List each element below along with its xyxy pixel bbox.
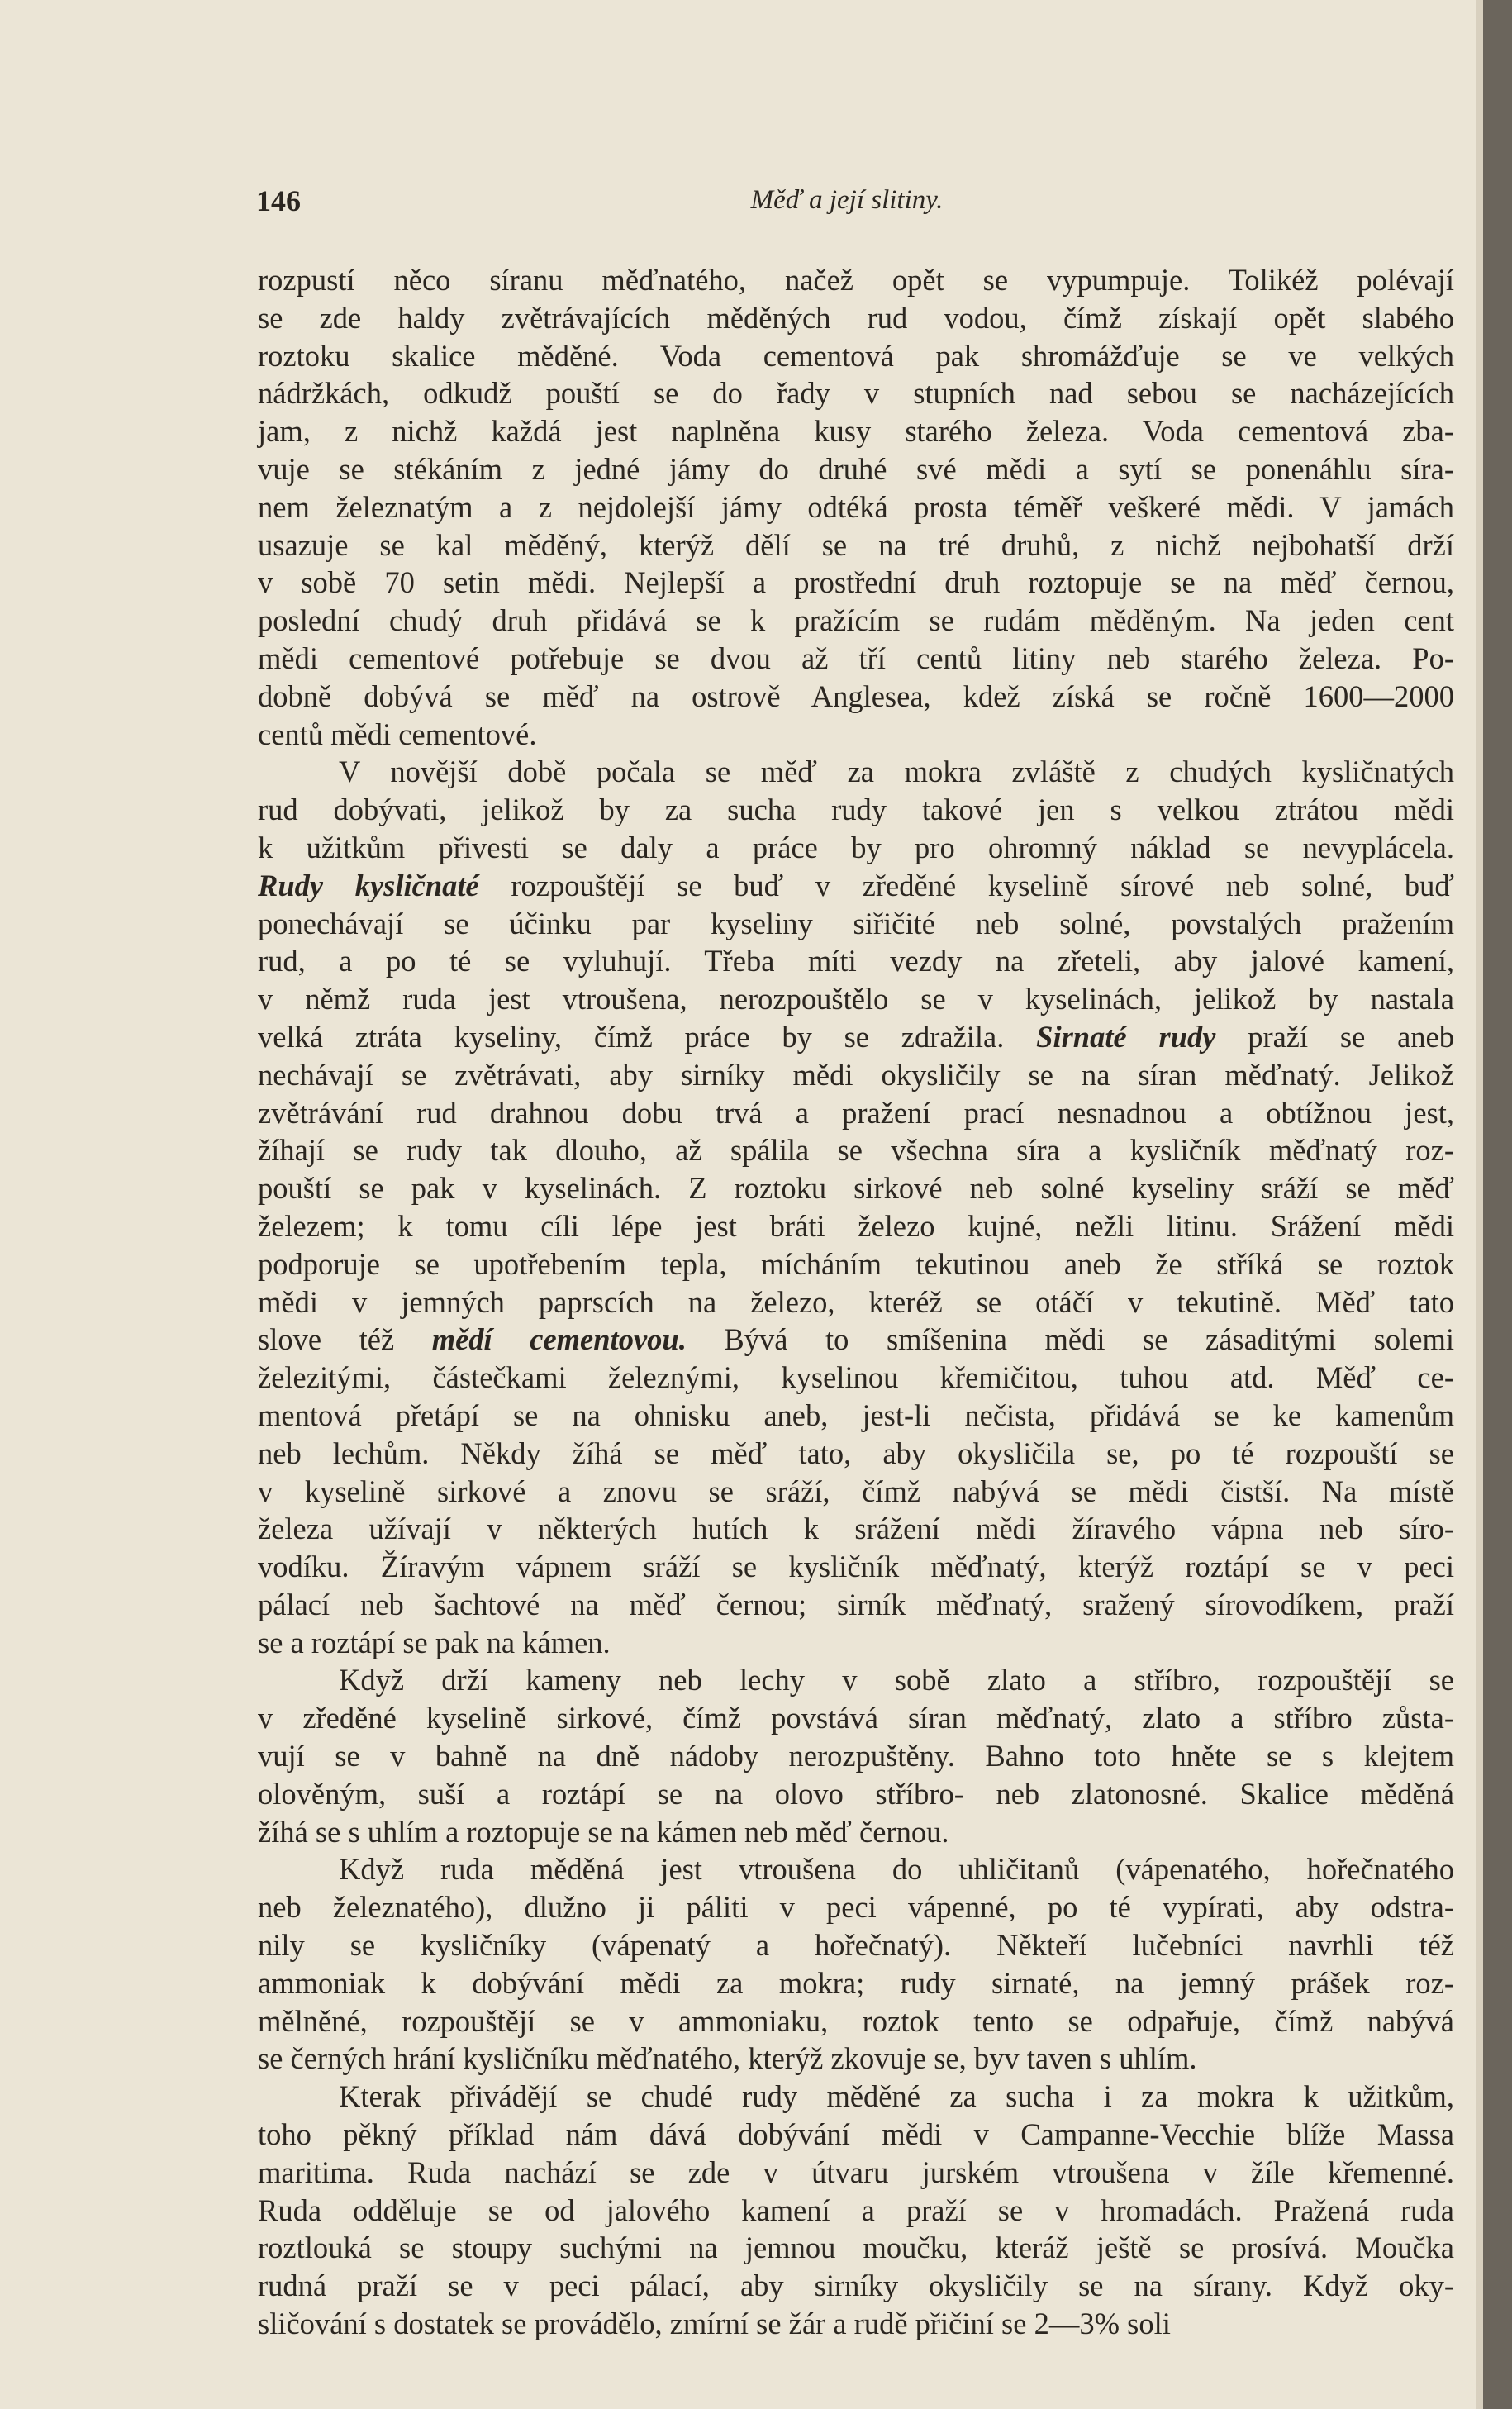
line-text: železa užívají v některých hutích k srážení mědi žíravého vápna neb síro- [258,1512,1454,1546]
line-text: roztoku skalice měděné. Voda cementová pak shromážďuje se ve velkých [258,338,1454,373]
text-line [258,1435,1454,1473]
text-line [258,1359,1454,1397]
text-line [258,1207,1454,1245]
line-text: pouští se pak v kyselinách. Z roztoku sirkové neb solné kyseliny sráží se měď [258,1171,1454,1206]
line-text: podporuje se upotřebením tepla, mícháním tekutinou aneb že stříká se roztok [258,1246,1454,1281]
line-text: jam, z nichž každá jest naplněna kusy starého železa. Voda cementová zba- [258,414,1454,449]
line-text: pálací neb šachtové na měď černou; sirník měďnatý, sražený sírovodíkem, praží [258,1587,1454,1621]
text-line [258,526,1454,564]
line-text: V novější době počala se měď za mokra zvláště z chudých kysličnatých [339,755,1454,789]
body-text [258,261,1454,2343]
text-line [258,1397,1454,1435]
line-text: usazuje se kal měděný, kterýž dělí se na tré druhů, z nichž nejbohatší drží [258,527,1454,562]
line-text: roztlouká se stoupy suchými na jemnou moučku, kteráž ještě se prosívá. Moučka [258,2230,1454,2265]
line-text: v zředěné kyselině sirkové, čímž povstává síran měďnatý, zlato a stříbro zůsta- [258,1701,1454,1735]
text-line [258,829,1454,867]
text-line [258,1850,1454,1888]
text-line [258,1131,1454,1169]
text-line [258,716,1454,754]
text-line [258,450,1454,488]
page-number: 146 [256,184,301,217]
text-line [258,374,1454,412]
text-line [258,337,1454,375]
line-text: Ruda odděluje se od jalového kamení a praží se v hromadách. Pražená ruda [258,2192,1454,2227]
text-line [258,2154,1454,2192]
line-text: sličování s dostatek se provádělo, zmírní se žár a rudě přičiní se 2—3% [258,2307,1120,2341]
line-text: zvětrávání rud drahnou dobu trvá a pražení prací nesnadnou a obtížnou jest, [258,1095,1454,1130]
line-text: mentová přetápí se na ohnisku aneb, jest-li nečista, přidává se ke kamenům [258,1397,1454,1432]
text-line [258,1321,1454,1359]
text-line [258,1888,1454,1926]
text-line [258,905,1454,943]
line-text: soli [1119,2307,1171,2341]
line-text: Kterak přivádějí se chudé rudy měděné za sucha i za mokra k užitkům, [339,2079,1454,2114]
line-text: rud, a po té se vyluhují. Třeba míti vezdy na zřeteli, aby jalové kamení, [258,944,1454,978]
line-text: slove též [258,1322,432,1357]
line-text: železem; k tomu cíli lépe jest bráti železo kujné, nežli litinu. Srážení mědi [258,1208,1454,1243]
binding-edge [1483,0,1512,2409]
text-line [258,1094,1454,1132]
text-line [258,791,1454,829]
line-text: rudná praží se v peci pálací, aby sirníky okysličily se na sírany. Když oky- [258,2269,1454,2303]
line-text: mědi cementové potřebuje se dvou až tří centů litiny neb starého železa. Po- [258,640,1454,675]
line-text: v němž ruda jest vtroušena, nerozpouštělo se v kyselinách, jelikož by nastala [258,982,1454,1016]
text-line [258,1283,1454,1321]
line-text: centů mědi cementové. [258,717,537,751]
line-text: poslední chudý druh přidává se k pražícím se rudám měděným. Na jeden cent [258,603,1454,638]
text-line [258,1737,1454,1775]
line-text: maritima. Ruda nachází se zde v útvaru jurském vtroušena v žíle křemenné. [258,2154,1454,2189]
page-edge-shadow [1476,0,1483,2409]
text-line [258,299,1454,337]
line-text: Bývá to smíšenina mědi se zásaditými solemi [686,1322,1454,1357]
text-line [258,412,1454,450]
line-text: se zde haldy zvětrávajících měděných rud vodou, čímž získají opět slabého [258,300,1454,335]
line-text: dobně dobývá se měď na ostrově Anglesea, kdež získá se ročně 1600—2000 [258,678,1454,713]
text-line [258,1775,1454,1813]
text-line [258,942,1454,980]
line-text: rozpustí něco síranu měďnatého, načež opět se vypumpuje. Tolikéž polévají [258,263,1454,297]
text-line [258,2002,1454,2040]
text-line [258,678,1454,716]
text-line [258,2116,1454,2154]
line-text: velká ztráta kyseliny, čímž práce by se zdražila. [258,1019,1037,1054]
text-line [258,2267,1454,2305]
text-line [258,1964,1454,2002]
line-text: v kyselině sirkové a znovu se sráží, čímž nabývá se mědi čistší. Na místě [258,1473,1454,1508]
text-line [258,980,1454,1018]
text-line [258,1661,1454,1699]
text-line [258,1926,1454,1964]
text-line [258,1586,1454,1624]
emphasis: Sirnaté rudy [1036,1019,1216,1054]
line-text: v sobě 70 setin mědi. Nejlepší a prostřední druh roztopuje se na měď černou, [258,565,1454,600]
line-text: železitými, částečkami železnými, kyselinou křemičitou, tuhou atd. Měď ce- [258,1360,1454,1395]
line-text: nádržkách, odkudž pouští se do řady v stupních nad sebou se nacházejících [258,376,1454,411]
emphasis: mědí cementovou. [431,1322,687,1357]
text-line [258,1056,1454,1094]
text-line [258,2229,1454,2267]
text-line [258,602,1454,640]
line-text: toho pěkný příklad nám dává dobývání mědi v Campanne-Vecchie blíže Massa [258,2117,1454,2152]
line-text: rud dobývati, jelikož by za sucha rudy takové jen s velkou ztrátou mědi [258,793,1454,827]
text-line [258,867,1454,905]
text-line [258,1245,1454,1283]
text-line [258,640,1454,678]
line-text: vují se v bahně na dně nádoby nerozpuštěny. Bahno toto hněte se s klejtem [258,1739,1454,1773]
text-line [258,753,1454,791]
text-line [258,564,1454,602]
text-line [258,2305,1454,2343]
text-line [258,2040,1454,2078]
running-title: Měď a její slitiny. [750,185,944,215]
text-line [258,1624,1454,1662]
line-text: Když ruda měděná jest vtroušena do uhličitanů (vápenatého, hořečnatého [339,1852,1454,1887]
line-text: neb železnatého), dlužno ji páliti v peci vápenné, po té vypírati, aby odstra- [258,1890,1454,1925]
line-text: vodíku. Žíravým vápnem sráží se kysličník měďnatý, kterýž roztápí se v peci [258,1550,1454,1584]
text-line [258,1548,1454,1586]
line-text: nechávají se zvětrávati, aby sirníky mědi okysličily se na síran měďnatý. Jelikož [258,1057,1454,1092]
line-text: mělněné, rozpouštějí se v ammoniaku, roztok tento se odpařuje, čímž nabývá [258,2003,1454,2038]
line-text: se a roztápí se pak na kámen. [258,1625,611,1659]
line-text: ponechávají se účinku par kyseliny siřičité neb solné, povstalých pražením [258,906,1454,940]
text-line [258,1699,1454,1737]
line-text: rozpouštějí se buď v zředěné kyselině sírové neb solné, buď [478,868,1454,902]
emphasis: Rudy kysličnaté [258,868,479,902]
text-line [258,1510,1454,1548]
text-line [258,2192,1454,2230]
line-text: olověným, suší a roztápí se na olovo stříbro- neb zlatonosné. Skalice měděná [258,1776,1454,1811]
line-text: vuje se stékáním z jedné jámy do druhé své mědi a sytí se ponenáhlu síra- [258,451,1454,486]
text-line [258,488,1454,526]
line-text: nem železnatým a z nejdolejší jámy odtéká prosta téměř veškeré mědi. V jamách [258,489,1454,524]
line-text: neb lechům. Někdy žíhá se měď tato, aby okysličila se, po té rozpouští se [258,1435,1454,1470]
text-line [258,1473,1454,1511]
text-line [258,1018,1454,1056]
line-text: mědi v jemných paprscích na železo, kteréž se otáčí v tekutině. Měď tato [258,1284,1454,1319]
line-text: ammoniak k dobývání mědi za mokra; rudy sirnaté, na jemný prášek roz- [258,1965,1454,2000]
line-text: k užitkům přivesti se daly a práce by pro ohromný náklad se nevyplácela. [258,830,1454,864]
line-text: žíhá se s uhlím a roztopuje se na kámen neb měď černou. [258,1814,949,1849]
line-text: Když drží kameny neb lechy v sobě zlato a stříbro, rozpouštějí se [339,1663,1454,1697]
text-line [258,2078,1454,2116]
page-header [256,183,1438,225]
line-text: praží se aneb [1215,1019,1454,1054]
text-line [258,1169,1454,1207]
text-line [258,261,1454,299]
text-line [258,1813,1454,1851]
line-text: se černých hrání kysličníku měďnatého, kterýž zkovuje se, byv taven s uhlím. [258,2041,1197,2076]
line-text: nily se kysličníky (vápenatý a hořečnatý). Někteří lučebníci navrhli též [258,1928,1454,1963]
line-text: žíhají se rudy tak dlouho, až spálila se všechna síra a kysličník měďnatý roz- [258,1133,1454,1168]
